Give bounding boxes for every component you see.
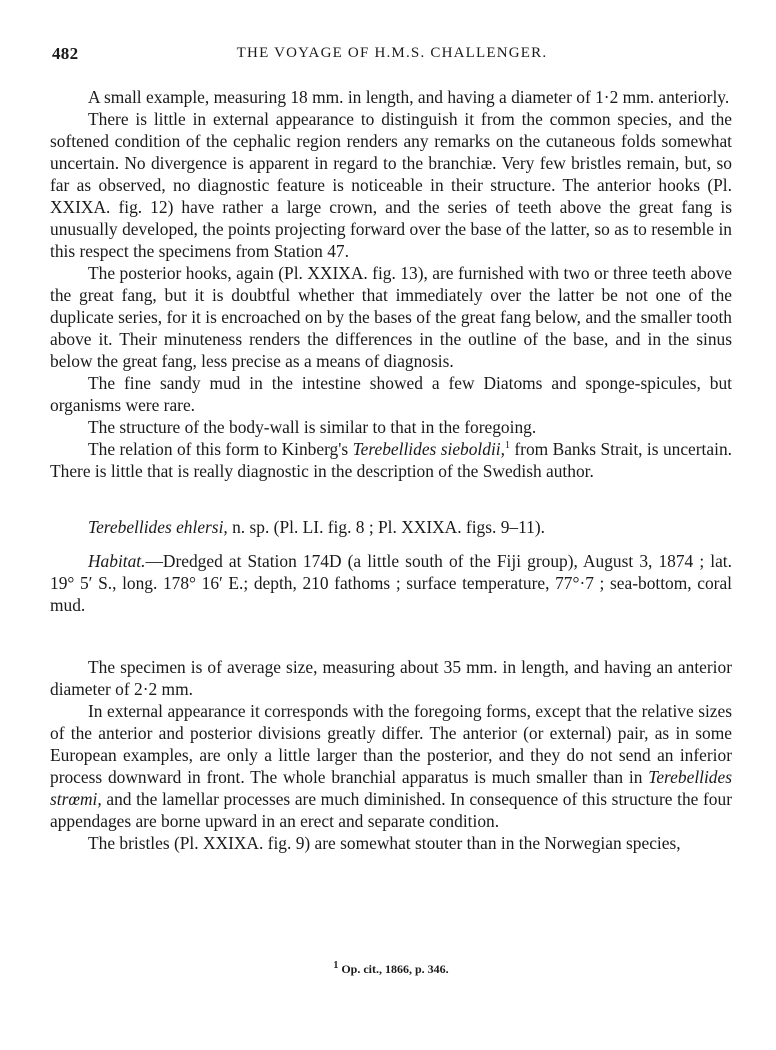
body-text [50, 86, 732, 854]
habitat-paragraph [50, 550, 732, 616]
paragraph-small-example: A small example, measuring 18 mm. in length, and having a diameter of 1·2 mm. anteriorly. [88, 87, 730, 107]
species-sieboldii: Terebellides sieboldii, [352, 439, 505, 459]
paragraph-posterior-hooks: The posterior hooks, again (Pl. XXIXA. fig. 13), are furnished with two or three teeth above the great fang, but it is doubtful whether that immediately over the latter be not one of the duplicate series, for it is encroached on by the bases of the great fang below, and the smaller tooth above it. Their minuteness renders the differences in the outline of the base, and in the sinus below the great fang, less precise as a means of diagnosis. [50, 263, 732, 371]
footnote [50, 962, 732, 977]
paragraph-bristles: The bristles (Pl. XXIXA. fig. 9) are somewhat stouter than in the Norwegian species, [88, 833, 681, 853]
habitat-label: Habitat. [88, 551, 146, 571]
relation-text-end: from Banks Strait, is uncertain. There is little that is really diagnostic in the description of the Swedish author. [50, 439, 732, 481]
paragraph-branchial [50, 700, 732, 832]
paragraph-relation [50, 438, 732, 482]
footnote-mark: 1 [333, 960, 339, 971]
paragraph-external-appearance: There is little in external appearance to distinguish it from the common species, and the softened condition of the cephalic region renders any remarks on the cutaneous folds somewhat uncertain. No divergence is apparent in regard to the branchiæ. Very few bristles remain, but, so far as observed, no diagnostic feature is noticeable in their structure. The anterior hooks (Pl. XXIXA. fig. 12) have rather a large crown, and the series of teeth above the great fang is unusually developed, the points projecting forward over the base of the latter, so as to resemble in this respect the specimens from Station 47. [50, 109, 732, 261]
species-heading [50, 516, 732, 538]
footnote-ref: 1 [504, 440, 510, 452]
running-header [52, 44, 732, 68]
footnote-text: Op. cit., 1866, p. 346. [338, 962, 449, 976]
branchial-text-end: and the lamellar processes are much diminished. In consequence of this structure the four appendages are borne upward in an erect and separate condition. [50, 789, 732, 831]
page-number: 482 [52, 44, 79, 63]
paragraph-intestine: The fine sandy mud in the intestine showed a few Diatoms and sponge-spicules, but organisms were rare. [50, 373, 732, 415]
relation-text-start: The relation of this form to Kinberg's [88, 439, 353, 459]
species-name: Terebellides ehlersi, [88, 517, 228, 537]
species-stroemi: Terebellides strœmi, [50, 767, 732, 809]
species-plates: n. sp. (Pl. LI. fig. 8 ; Pl. XXIXA. figs. 9–11). [227, 517, 545, 537]
running-title: THE VOYAGE OF H.M.S. CHALLENGER. [236, 45, 548, 61]
paragraph-body-wall: The structure of the body-wall is similar to that in the foregoing. [88, 417, 537, 437]
branchial-text-start: In external appearance it corresponds with the foregoing forms, except that the relative sizes of the anterior and posterior divisions greatly differ. The anterior (or external) pair, as in some European examples, are only a little larger than the posterior, and they do not send an inferior process downward in front. The whole branchial apparatus is much smaller than in [50, 701, 732, 787]
paragraph-specimen-size: The specimen is of average size, measuring about 35 mm. in length, and having an anterior diameter of 2·2 mm. [50, 657, 732, 699]
habitat-text: —Dredged at Station 174D (a little south of the Fiji group), August 3, 1874 ; lat. 19° 5′ S., long. 178° 16′ E.; depth, 210 fathoms ; surface temperature, 77°·7 ; sea-bottom, coral mud. [50, 551, 732, 615]
